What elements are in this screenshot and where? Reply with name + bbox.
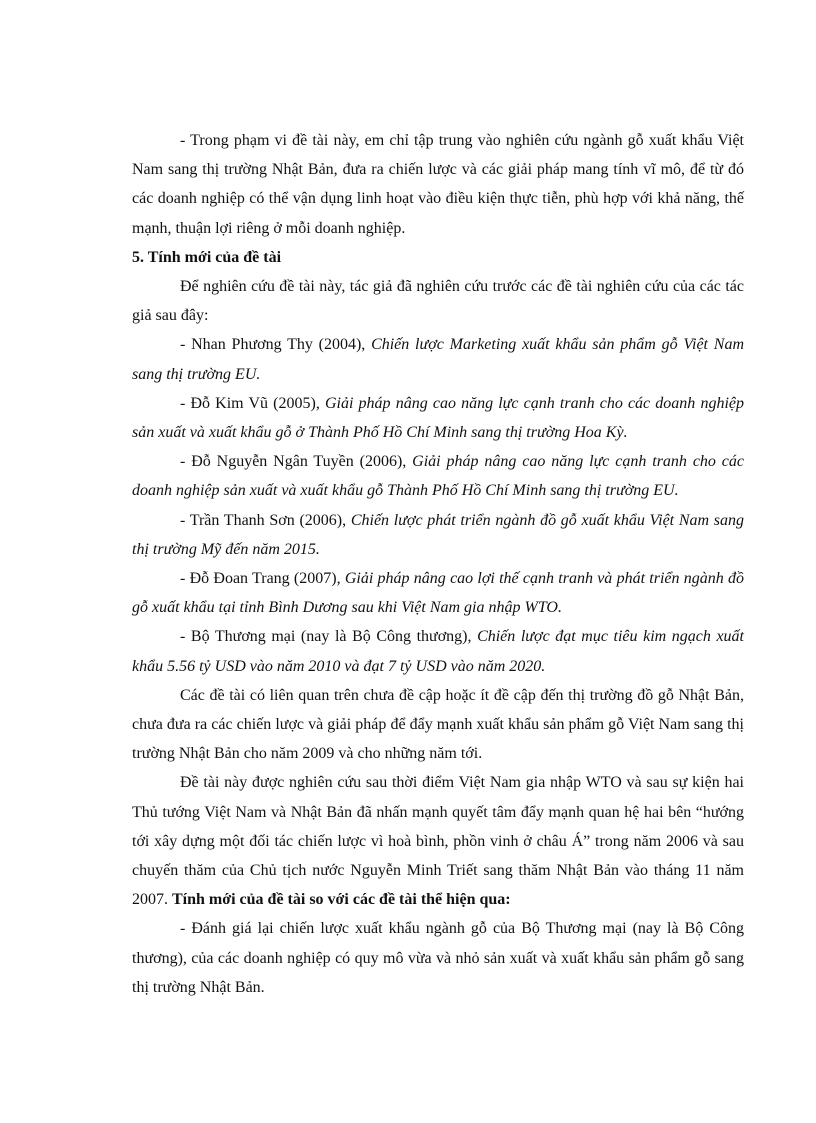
reference-title: Giải pháp nâng cao lợi thế cạnh tranh và phát triển ngành đồ gỗ xuất khẩu tại tỉnh Bình Dương sau khi Việt Nam gia nhập WTO. (132, 570, 745, 617)
reference-author: - Đỗ Đoan Trang (2007), (180, 570, 345, 588)
reference-title: Chiến lược đạt mục tiêu kim ngạch xuất khẩu 5.56 tỷ USD vào năm 2010 và đạt 7 tỷ USD vào năm 2020. (132, 628, 744, 675)
reference-author: - Đỗ Nguyễn Ngân Tuyền (2006), (180, 453, 413, 471)
novelty-point: - Đánh giá lại chiến lược xuất khẩu ngành gỗ của Bộ Thương mại (nay là Bộ Công thương), của các doanh nghiệp có quy mô vừa và nhỏ sản xuất và xuất khẩu sản phẩm gỗ sang thị trường Nhật Bản. (132, 920, 744, 996)
reference-author: - Đỗ Kim Vũ (2005), (180, 394, 325, 412)
document-page (132, 126, 744, 1002)
section-heading: 5. Tính mới của đề tài (132, 248, 282, 266)
reference-title: Giải pháp nâng cao năng lực cạnh tranh cho các doanh nghiệp sản xuất và xuất khẩu gỗ Thành Phố Hồ Chí Minh sang thị trường EU. (132, 453, 745, 500)
gap-paragraph: Các đề tài có liên quan trên chưa đề cập hoặc ít đề cập đến thị trường đồ gỗ Nhật Bản, chưa đưa ra các chiến lược và giải pháp để đẩy mạnh xuất khẩu sản phẩm gỗ Việt Nam sang thị trường Nhật Bản cho năm 2009 và cho những năm tới. (132, 686, 744, 763)
reference-item (132, 447, 744, 505)
reference-title: Chiến lược Marketing xuất khẩu sản phẩm gỗ Việt Nam sang thị trường EU. (132, 336, 744, 383)
scope-paragraph: - Trong phạm vi đề tài này, em chỉ tập trung vào nghiên cứu ngành gỗ xuất khẩu Việt Nam sang thị trường Nhật Bản, đưa ra chiến lược và các giải pháp mang tính vĩ mô, để từ đó các doanh nghiệp có thể vận dụng linh hoạt vào điều kiện thực tiễn, phù hợp với khả năng, thế mạnh, thuận lợi riêng ở mỗi doanh nghiệp. (132, 132, 744, 237)
reference-title: Giải pháp nâng cao năng lực cạnh tranh cho các doanh nghiệp sản xuất và xuất khẩu gỗ ở Thành Phố Hồ Chí Minh sang thị trường Hoa Kỳ. (132, 394, 744, 442)
reference-item (132, 506, 744, 564)
reference-item (132, 564, 744, 622)
reference-item (132, 389, 744, 447)
context-text: Đề tài này được nghiên cứu sau thời điểm Việt Nam gia nhập WTO và sau sự kiện hai Thủ tướng Việt Nam và Nhật Bản đã nhấn mạnh quyết tâm đẩy mạnh quan hệ hai bên “hướng tới xây dựng một đối tác chiến lược vì hoà bình, phồn vinh ở châu Á” trong năm 2006 và sau chuyến thăm của Chủ tịch nước Nguyễn Minh Triết sang thăm Nhật Bản vào tháng 11 năm 2007. (132, 774, 744, 909)
context-paragraph (132, 768, 744, 914)
reference-author: - Trần Thanh Sơn (2006), (180, 511, 351, 529)
reference-item (132, 330, 744, 388)
reference-title: Chiến lược phát triển ngành đồ gỗ xuất khẩu Việt Nam sang thị trường Mỹ đến năm 2015. (132, 511, 745, 558)
reference-author: - Bộ Thương mại (nay là Bộ Công thương), (180, 628, 478, 646)
novelty-lead: Tính mới của đề tài so với các đề tài thể hiện qua: (172, 891, 511, 909)
reference-author: - Nhan Phương Thy (2004), (180, 336, 372, 354)
reference-item (132, 622, 744, 680)
intro-paragraph: Để nghiên cứu đề tài này, tác giả đã nghiên cứu trước các đề tài nghiên cứu của các tác giả sau đây: (132, 278, 744, 325)
